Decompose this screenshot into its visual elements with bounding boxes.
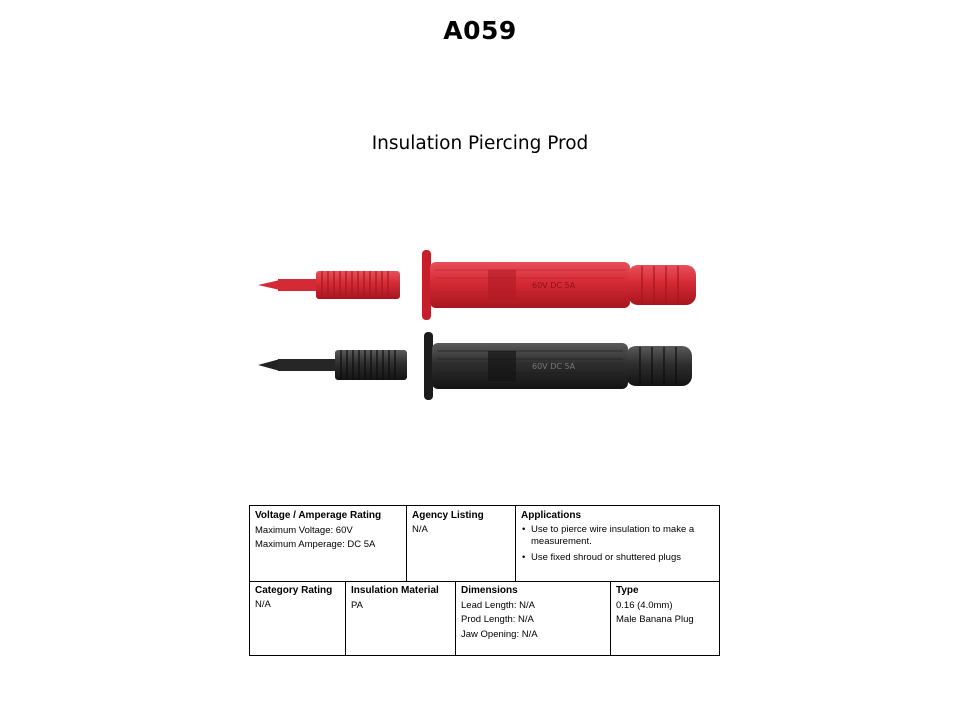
spec-row-2 xyxy=(250,581,719,655)
max-amperage: Maximum Amperage: DC 5A xyxy=(255,539,376,550)
application-item: • Use fixed shroud or shuttered plugs xyxy=(521,552,714,565)
max-voltage: Maximum Voltage: 60V xyxy=(255,524,353,536)
svg-text:60V DC 5A: 60V DC 5A xyxy=(532,281,576,290)
agency-heading: Agency Listing xyxy=(412,510,484,521)
applications-list xyxy=(521,524,714,565)
applications-cell xyxy=(515,506,719,581)
specifications-table xyxy=(249,505,720,656)
svg-text:60V DC 5A: 60V DC 5A xyxy=(532,362,576,371)
plug-type: Male Banana Plug xyxy=(616,614,694,625)
product-subtitle: Insulation Piercing Prod xyxy=(371,133,589,154)
category-heading: Category Rating xyxy=(255,585,333,596)
application-item: • Use to pierce wire insulation to make a measurement. xyxy=(521,524,714,549)
category-cell xyxy=(250,581,345,655)
black-probe xyxy=(258,332,692,400)
product-image xyxy=(250,240,710,410)
agency-cell xyxy=(406,506,515,581)
lead-length: Lead Length: N/A xyxy=(461,599,535,611)
type-heading: Type xyxy=(616,585,639,596)
voltage-heading: Voltage / Amperage Rating xyxy=(255,510,382,521)
agency-value: N/A xyxy=(412,523,428,535)
jaw-opening: Jaw Opening: N/A xyxy=(461,628,538,640)
red-probe xyxy=(258,250,696,320)
insulation-heading: Insulation Material xyxy=(351,585,439,596)
plug-size: 0.16 (4.0mm) xyxy=(616,599,673,611)
prod-length: Prod Length: N/A xyxy=(461,614,534,625)
spec-row-1 xyxy=(250,506,719,582)
dimensions-cell xyxy=(455,581,610,655)
insulation-value: PA xyxy=(351,599,363,611)
type-cell xyxy=(610,581,719,655)
page-title: A059 xyxy=(443,16,517,45)
category-value: N/A xyxy=(255,598,271,610)
voltage-cell xyxy=(250,506,406,581)
dimensions-heading: Dimensions xyxy=(461,585,518,596)
applications-heading: Applications xyxy=(521,510,582,521)
insulation-cell xyxy=(345,581,455,655)
